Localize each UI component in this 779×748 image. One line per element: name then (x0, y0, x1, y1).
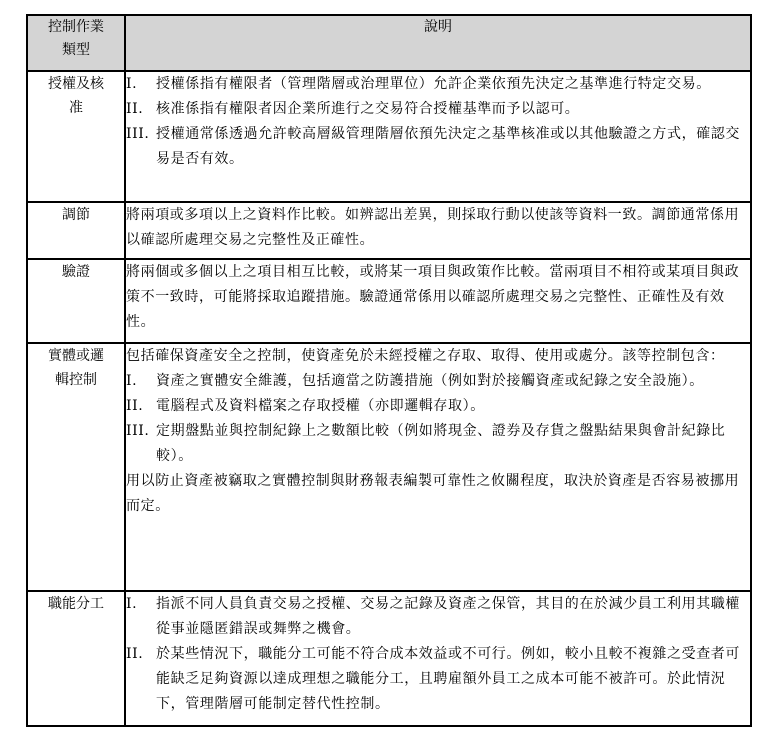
item-number: III. (126, 423, 150, 439)
description-cell (125, 202, 751, 259)
list-item (126, 122, 750, 172)
item-number: II. (126, 646, 144, 662)
list-item (126, 592, 750, 642)
description-intro: 包括確保資產安全之控制，使資產免於未經授權之存取、取得、使用或處分。該等控制包含： (126, 348, 725, 364)
description-text: 將兩項或多項以上之資料作比較。如辨認出差異，則採取行動以使該等資料一致。調節通常係用以確認所處理交易之完整性及正確性。 (126, 207, 740, 248)
table-row (27, 343, 751, 591)
header-type-cell (27, 15, 125, 71)
category-cell (27, 71, 125, 202)
category-label: 輯控制 (55, 372, 97, 388)
item-number: I. (126, 596, 138, 612)
item-text: 定期盤點並與控制紀錄上之數額比較（例如將現金、證券及存貨之盤點結果與會計紀錄比較）。 (156, 423, 726, 464)
table-row (27, 591, 751, 726)
description-cell (125, 259, 751, 343)
header-type-line2: 類型 (62, 42, 90, 58)
list-item (126, 419, 750, 469)
item-text: 授權通常係透過允許較高層級管理階層依預先決定之基準核准或以其他驗證之方式，確認交易是否有效。 (156, 126, 740, 167)
table-row (27, 259, 751, 343)
list-item (126, 642, 750, 717)
list-item (126, 369, 750, 394)
item-text: 授權係指有權限者（管理階層或治理單位）允許企業依預先決定之基準進行特定交易。 (156, 76, 711, 92)
list-item (126, 394, 750, 419)
description-text: 將兩個或多個以上之項目相互比較，或將某一項目與政策作比較。當兩項目不相符或某項目與政策不一致時，可能將採取追蹤措施。驗證通常係用以確認所處理交易之完整性、正確性及有效性。 (126, 264, 740, 330)
list-item (126, 97, 750, 122)
item-number: II. (126, 101, 144, 117)
controls-table (26, 14, 752, 727)
category-cell: 調節 (27, 202, 125, 259)
item-number: I. (126, 373, 138, 389)
category-cell (27, 343, 125, 591)
category-cell: 職能分工 (27, 591, 125, 726)
item-text: 指派不同人員負責交易之授權、交易之記錄及資產之保管，其目的在於減少員工利用其職權從事並隱匿錯誤或舞弊之機會。 (156, 596, 740, 637)
header-type-line1: 控制作業 (48, 19, 104, 35)
header-desc-cell: 說明 (125, 15, 751, 71)
category-label: 授權及核 (48, 76, 104, 92)
header-row (27, 15, 751, 71)
description-cell (125, 591, 751, 726)
description-cell (125, 71, 751, 202)
item-number: II. (126, 398, 144, 414)
item-text: 於某些情況下，職能分工可能不符合成本效益或不可行。例如，較小且較不複雜之受查者可能缺乏足夠資源以達成理想之職能分工，且聘雇額外員工之成本可能不被許可。於此情況下，管理階層可能制定替代性控制。 (156, 646, 740, 712)
description-outro: 用以防止資產被竊取之實體控制與財務報表編製可靠性之攸關程度，取決於資產是否容易被挪用而定。 (126, 473, 740, 514)
item-text: 核准係指有權限者因企業所進行之交易符合授權基準而予以認可。 (156, 101, 580, 117)
category-label: 實體或邏 (48, 348, 104, 364)
item-number: I. (126, 76, 138, 92)
table-row (27, 71, 751, 202)
item-text: 資產之實體安全維護，包括適當之防護措施（例如對於接觸資產或紀錄之安全設施）。 (156, 373, 704, 389)
table-row (27, 202, 751, 259)
item-number: III. (126, 126, 150, 142)
list-item (126, 72, 750, 97)
item-text: 電腦程式及資料檔案之存取授權（亦即邏輯存取）。 (156, 398, 485, 414)
description-cell (125, 343, 751, 591)
category-label: 准 (69, 100, 83, 116)
category-cell: 驗證 (27, 259, 125, 343)
